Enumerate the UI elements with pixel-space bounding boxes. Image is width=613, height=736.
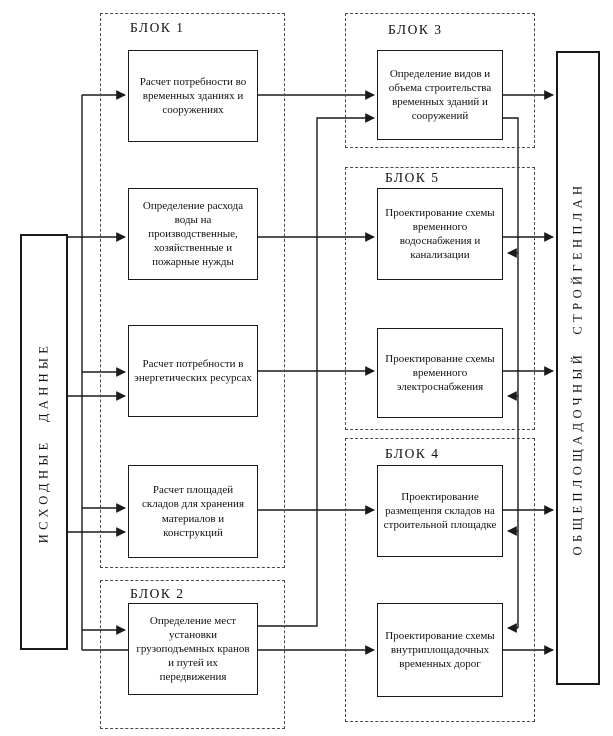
source-data-bar bbox=[20, 234, 68, 650]
process-box-roads-design: Проектирование схемы внутриплощадочных временных дорог bbox=[377, 603, 503, 697]
block1-label: БЛОК 1 bbox=[130, 20, 185, 35]
block5-label: БЛОК 5 bbox=[385, 170, 440, 185]
block3-label: БЛОК 3 bbox=[388, 22, 443, 37]
process-box-construction-types: Определение видов и объема строительства временных зданий и сооружений bbox=[377, 50, 503, 140]
block2-label: БЛОК 2 bbox=[130, 586, 185, 601]
block4-label: БЛОК 4 bbox=[385, 446, 440, 461]
process-box-temp-buildings-calc: Расчет потребности во временных зданиях и сооружениях bbox=[128, 50, 258, 142]
process-box-water-supply-design: Проектирование схемы временного водоснабжения и канализации bbox=[377, 188, 503, 280]
process-box-water-demand: Определение расхода воды на производственные, хозяйственные и пожарные нужды bbox=[128, 188, 258, 280]
process-box-energy-demand: Расчет потребности в энергетических ресурсах bbox=[128, 325, 258, 417]
process-box-crane-locations: Определение мест установки грузоподъемных кранов и путей их передвижения bbox=[128, 603, 258, 695]
process-box-power-supply-design: Проектирование схемы временного электроснабжения bbox=[377, 328, 503, 418]
source-data-label: ИСХОДНЫЕ ДАННЫЕ bbox=[36, 341, 51, 543]
masterplan-bar bbox=[556, 51, 600, 685]
masterplan-label: ОБЩЕПЛОЩАДОЧНЫЙ СТРОЙГЕНПЛАН bbox=[570, 181, 585, 555]
process-box-storage-placement-design: Проектирование размещенпя складов на строительной площадке bbox=[377, 465, 503, 557]
process-box-storage-area-calc: Расчет площадей складов для хранения материалов и конструкций bbox=[128, 465, 258, 558]
